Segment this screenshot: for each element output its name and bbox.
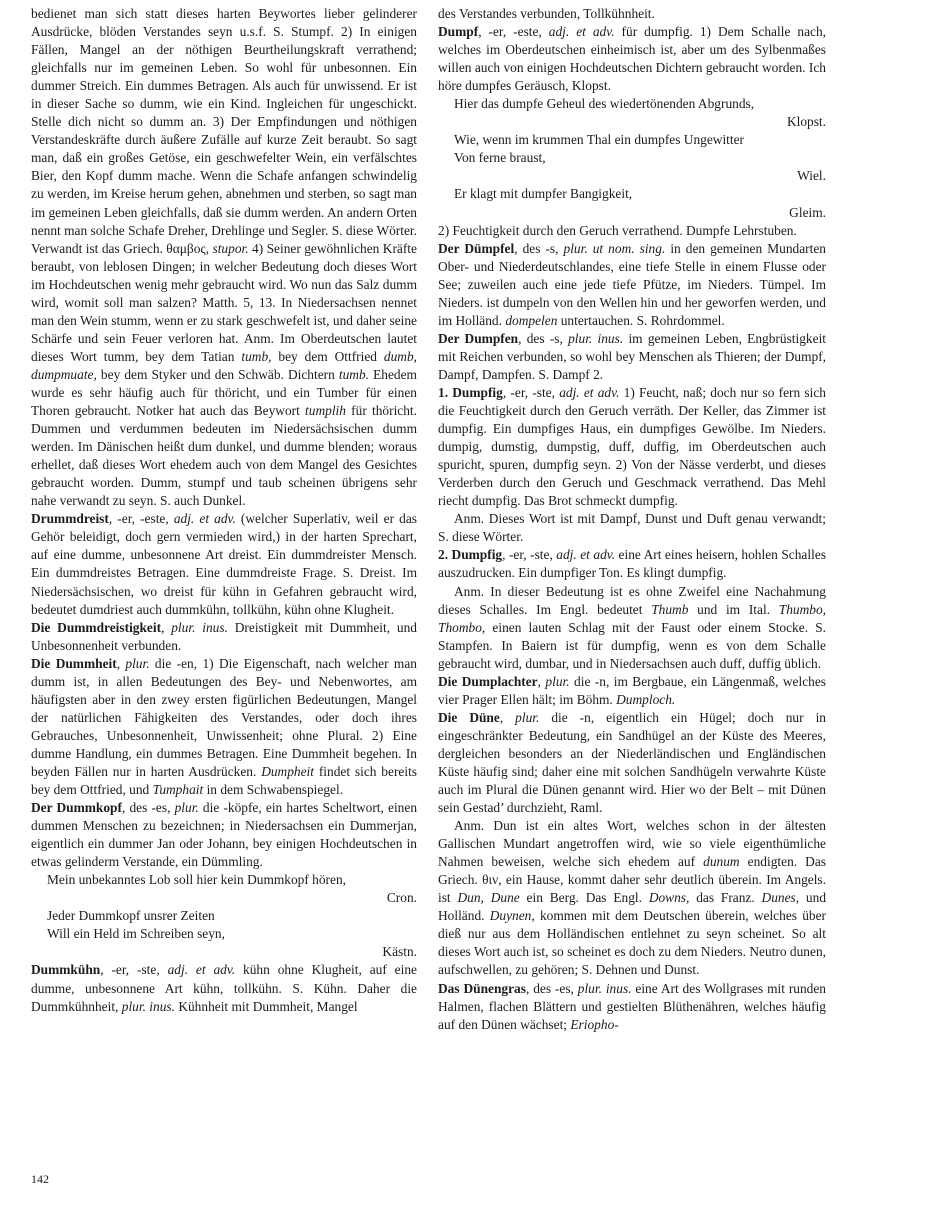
dictionary-entry xyxy=(438,222,826,240)
entry-text: , des -s, xyxy=(514,240,564,256)
entry-text: in den gemeinen Mundarten Ober- und Niederdeutschlandes, eine tiefe Stelle in einem Flusse oder See; zuweilen auch eine jede tiefe Pfütze, im Nieders. Tümpel. Im Nieders. ist dumpeln von den Wellen hin und her geworfen werden, und im Holländ. xyxy=(438,240,826,328)
entry-headword: Der Dummkopf xyxy=(31,800,122,816)
italic-term: Dumpheit xyxy=(261,763,314,779)
entry-headword: Dumpf xyxy=(438,24,479,40)
dictionary-entry xyxy=(438,709,826,817)
entry-text: die -n, eigentlich ein Hügel; doch nur in eingeschränkter Bedeutung, ein Sandhügel an der Küste des Meeres, dergleichen besonders an der Niederländischen und Engländischen Küste häufig sind; daher eine mit solchen Sandhügeln verwahrte Küste auch im Plural die Dünen genannt wird. Hier wo der Belt – mit Dünen sein Gestad’ durchzieht, Raml. xyxy=(438,709,826,816)
entry-text: , -er, -este, xyxy=(478,24,549,40)
italic-term: dunum xyxy=(703,854,740,870)
entry-headword: Der Dümpfel xyxy=(438,240,515,256)
entry-text: kommen mit dem Deutschen überein, welches über dieß nur aus dem Holländischen entlehnet zu seyn scheinet. So alt dieses Wort auch ist, so scheinet es doch zu dem Nieders. Neutro dunen, aufschwellen, zu gehören; S. Dehnen und Dunst. xyxy=(438,908,826,978)
italic-term: Eriopho- xyxy=(570,1016,619,1032)
entry-text: 2) Feuchtigkeit durch den Geruch verrathend. Dumpfe Lehrstuben. xyxy=(438,222,797,238)
italic-term: tumb, xyxy=(241,348,272,364)
entry-text: , -er, -ste, xyxy=(502,547,557,563)
verse-attribution: Cron. xyxy=(386,890,417,906)
entry-text: Anm. Dieses Wort ist mit Dampf, Dunst und Duft genau verwandt; S. diese Wörter. xyxy=(438,511,826,545)
italic-term: adj. et adv. xyxy=(559,384,620,400)
verse-attribution: Wiel. xyxy=(797,168,826,184)
italic-term: Dunes, xyxy=(761,890,800,906)
italic-term: tumb. xyxy=(338,366,370,382)
italic-term: tumplih xyxy=(305,403,346,419)
verse-line: Er klagt mit dumpfer Bangigkeit, xyxy=(454,186,633,202)
entry-text: ein Berg. Das Engl. xyxy=(519,890,649,906)
entry-text: findet sich bereits bey dem Ottfried, und xyxy=(31,763,417,798)
entry-text: Kühnheit mit Dummheit, Mangel xyxy=(174,998,358,1014)
italic-term: adj. et adv. xyxy=(173,511,236,527)
dictionary-entry xyxy=(438,240,826,330)
page-number: 142 xyxy=(31,1172,49,1186)
dictionary-entry xyxy=(31,961,417,1015)
italic-term: Dun, Dune xyxy=(457,890,520,906)
entry-headword: Dummkühn xyxy=(31,962,101,978)
italic-term: plur. xyxy=(174,800,199,816)
dictionary-entry xyxy=(438,546,826,582)
dictionary-entry xyxy=(31,799,417,871)
entry-headword: Der Dumpfen xyxy=(438,330,519,346)
italic-term: plur. inus. xyxy=(577,980,632,996)
italic-term: plur. inus. xyxy=(121,998,175,1014)
dictionary-entry xyxy=(31,655,417,799)
italic-term: plur. inus. xyxy=(568,330,624,346)
entry-text: , -er, -este, xyxy=(108,511,174,527)
verse-line: Von ferne braust, xyxy=(454,150,546,166)
entry-text: , des -es, xyxy=(525,980,578,996)
entry-text: bey dem Styker und den Schwäb. Dichtern xyxy=(96,366,339,382)
entry-text: 4) Seiner gewöhnlichen Kräfte beraubt, von leblosen Dingen; in welcher Bedeutung doch dieses Wort im Hochdeutschen wenig mehr gebraucht wird. Wo nun das Salz dumm wird, womit soll man salzen? Matth. 5, 13. In Niedersachsen nennet man den Wein stumm, wenn er zu stark geschwefelt ist, und daher seine Schärfe und sein Feuer verloren hat. Anm. Im Oberdeutschen lautet dieses Wort tumm, bey dem Tatian xyxy=(31,240,417,364)
entry-text: , xyxy=(116,655,126,671)
verse-attribution: Gleim. xyxy=(789,204,826,220)
entry-headword: 1. Dumpfig xyxy=(438,384,503,400)
dictionary-entry xyxy=(31,619,417,655)
verse-line: Wie, wenn im krummen Thal ein dumpfes Ungewitter xyxy=(454,132,745,148)
entry-text: in dem Schwabenspiegel. xyxy=(203,782,344,798)
entry-text: einen lauten Schlag mit der Faust oder einem Stocke. S. Stampfen. In Baiern ist für dumpfig, wenn es von dem Schalle gebraucht wird, dumbar, und in Niedersachsen auch duff, duffig üblich. xyxy=(438,619,826,671)
verse-line: Will ein Held im Schreiben seyn, xyxy=(47,926,225,942)
italic-term: Duynen, xyxy=(489,908,535,924)
verse-attribution: Kästn. xyxy=(382,944,417,960)
italic-term: plur. xyxy=(125,655,150,671)
italic-term: Tumphait xyxy=(152,782,204,798)
entry-text: eine Art eines heisern, hohlen Schalles auszudrucken. Ein dumpfiger Ton. Es klingt dumpfig. xyxy=(438,547,826,581)
verse-line: Jeder Dummkopf unsrer Zeiten xyxy=(47,908,215,924)
entry-text: Anm. In dieser Bedeutung ist es ohne Zweifel eine Nachahmung dieses Schalles. Im Engl. bedeutet xyxy=(438,583,826,617)
italic-term: plur. xyxy=(515,709,540,725)
entry-text: und im Ital. xyxy=(688,601,779,617)
entry-headword: Die Dummdreistigkeit xyxy=(31,619,162,635)
entry-headword: Die Dummheit xyxy=(31,655,117,671)
entry-text: , xyxy=(161,619,172,635)
entry-text: bedienet man sich statt dieses harten Beywortes lieber gelinderer Ausdrücke, blöden Verstandes seyn u.s.f. S. Stumpf. 2) In einigen Fällen, Mangel an der nöthigen Beurtheilungskraft verrathend; gleichfalls nur im gemeinen Leben. So wohl für unbesonnen. Ein dummer Streich. Ein dummes Betragen. Als auch für unwissend. Er ist in dieser Sache so dumm, wie ein Kind. Ingleichen für ungeschickt. Stelle dich nicht so dumm an. 3) Der Empfindungen und nöthigen Verstandeskräfte durch äußere Zufälle auf kurze Zeit beraubt. So sagt man, daß ein großes Getöse, ein geschwefelter Wein, ein verfälschtes Bier, den Kopf dumm mache. Wenn die Schafe anfangen schwindelig zu werden, im Kreise herum gehen, abnehmen und sterben, so sagt man im gemeinen Leben gleichfalls, daß sie dumm werden. An andern Orten nennt man solche Schafe Dreher, Drehlinge und Segler. S. diese Wörter. Verwandt ist das Griech. θαμβος, xyxy=(31,6,417,256)
entry-text: , -er, -ste, xyxy=(502,384,560,400)
entry-headword: Die Düne xyxy=(438,709,500,725)
entry-text: , xyxy=(537,673,546,689)
entry-text: die -n, im Bergbaue, ein Längenmaß, welches vier Prager Ellen hält; im Böhm. xyxy=(438,673,827,707)
dictionary-entry xyxy=(438,980,826,1034)
dictionary-entry xyxy=(438,673,826,709)
italic-term: Dumploch. xyxy=(616,691,676,707)
dictionary-entry xyxy=(438,510,826,546)
entry-text: Dreistigkeit mit Dummheit, und Unbesonnenheit verbunden. xyxy=(31,619,418,653)
entry-text: , des -s, xyxy=(518,330,569,346)
entry-text: und Holländ. xyxy=(438,890,827,924)
entry-text: (welcher Superlativ, weil er das Gehör beleidigt, doch gern vermieden wird,) in der harten Sprechart, auf eine dumme, unbesonnene Art dreist. Ein dummdreister Mensch. Ein dummdreistes Betragen. Eine dummdreiste Frage. S. Dreist. Im Niedersächsischen, wo dreist für kühn in Gefahren gebraucht wird, bedeutet dumdriest auch dummkühn, tollkühn, kühn ohne Klugheit. xyxy=(31,511,417,617)
entry-text: die -köpfe, ein hartes Scheltwort, einen dummen Menschen zu bezeichnen; in Niedersachsen ein Dummerjan, eigentlich ein dummer Jan oder Johann, bey einigen Hochdeutschen in etwas gelinderm Verstande, ein Dümmling. xyxy=(31,800,418,870)
dictionary-entry xyxy=(31,510,417,618)
italic-term: Thumbo, Thombo, xyxy=(438,601,826,635)
entry-text: eine Art des Wollgrases mit runden Halmen, flachen Blättern und gestielten Blüthenähren, welches häufig auf den Dünen wächset; xyxy=(438,980,826,1032)
entry-text: für thöricht. Dummen und verdummen bedeuten im Niedersächsischen dumm werden. Im Dänischen heißt dum dunkel, und dumme blenden; woraus erhellet, daß dieses Wort ehedem auch von dem Mangel des Gesichtes gebraucht worden. Dumm, stumpf und taub scheinen übrigens sehr nahe verwandt zu seyn. S. auch Dunkel. xyxy=(31,403,417,509)
italic-term: stupor. xyxy=(212,240,249,256)
verse-line: Mein unbekanntes Lob soll hier kein Dummkopf hören, xyxy=(47,872,347,888)
italic-term: plur. ut nom. sing. xyxy=(563,240,666,256)
italic-term: adj. et adv. xyxy=(548,24,615,40)
entry-headword: Die Dumplachter xyxy=(438,673,538,689)
entry-text: , des -es, xyxy=(121,800,175,816)
entry-text: 1) Feucht, naß; doch nur so fern sich die Feuchtigkeit durch den Geruch verräth. Der Keller, das Zimmer ist dumpfig. Ein dumpfiges Haus, ein dumpfiges Gewölbe. Im Nieders. dumpig, dumstig, dumpstig, duff, duffig, im Oberdeutschen auch spuricht, spuren, dumpfig seyn. 2) Von der Nässe verderbt, und dieses Verderben durch den Geruch und Geschmack verrathend. Das Mehl riecht dumpfig. Das Brot schmeckt dumpfig. xyxy=(438,384,826,509)
dictionary-entry xyxy=(31,5,417,510)
entry-headword: 2. Dumpfig xyxy=(438,547,503,563)
entry-text: des Verstandes verbunden, Tollkühnheit. xyxy=(438,6,655,21)
dictionary-entry xyxy=(438,5,826,23)
entry-text: endigten. Das Griech. θιν, ein Hause, kommt daher sehr deutlich überein. Im Angels. ist xyxy=(438,854,826,906)
right-column xyxy=(438,5,826,1034)
entry-text: bey dem Ottfried xyxy=(271,348,384,364)
entry-text: Ehedem wurde es sehr häufig auch für thöricht, und ein Tumber für einen Thoren gebraucht. Notker hat auch das Beywort xyxy=(31,366,417,419)
entry-text: für dumpfig. 1) Dem Schalle nach, welches im Oberdeutschen einheimisch ist, aber um des Sylbenmaßes willen auch von einigen Hochdeutschen Dichtern gebraucht worden. Ich höre dumpfes Geräusch, Klopst. xyxy=(438,24,826,94)
entry-text: Anm. Dun ist ein altes Wort, welches schon in der ältesten Gallischen Mundart angetroffen wird, wie so viele eigenthümliche Nahmen beweisen, welche sich ehedem auf xyxy=(438,818,826,870)
dictionary-entry xyxy=(438,23,826,95)
italic-term: adj. et adv. xyxy=(556,547,616,563)
entry-text: , xyxy=(499,709,516,725)
dictionary-entry xyxy=(438,583,826,673)
verse-line: Hier das dumpfe Geheul des wiedertönenden Abgrunds, xyxy=(454,96,755,112)
entry-headword: Das Dünengras xyxy=(438,980,526,996)
left-column xyxy=(31,5,417,1016)
italic-term: dumb, dumpmuate, xyxy=(31,348,417,382)
entry-text: , -er, -ste, xyxy=(100,962,168,978)
italic-term: plur. inus. xyxy=(171,619,228,635)
entry-text: das Franz. xyxy=(689,890,762,906)
dictionary-entry xyxy=(438,817,826,979)
italic-term: Downs, xyxy=(648,890,690,906)
entry-text: kühn ohne Klugheit, auf eine dumme, unbesonnene Art kühn, tollkühn. S. Kühn. Daher die Dummkühnheit, xyxy=(31,962,417,1014)
entry-headword: Drummdreist xyxy=(31,511,109,527)
italic-term: adj. et adv. xyxy=(167,962,236,978)
italic-term: dompelen xyxy=(505,312,558,328)
dictionary-entry xyxy=(438,330,826,384)
dictionary-entry xyxy=(438,384,826,510)
italic-term: Thumb xyxy=(651,601,689,617)
verse-attribution: Klopst. xyxy=(786,114,826,130)
italic-term: plur. xyxy=(545,673,570,689)
entry-text: im gemeinen Leben, Engbrüstigkeit mit Reichen verbunden, so wohl bey Menschen als Thieren; der Dumpf, Dampf, Dampfen. S. Dampf 2. xyxy=(438,330,827,382)
entry-text: untertauchen. S. Rohrdommel. xyxy=(557,312,725,328)
entry-text: die -en, 1) Die Eigenschaft, nach welcher man dumm ist, in allen Bedeutungen des Bey- und Nebenwortes, am häufigsten aber in den zwey ersten figürlichen Bedeutungen, Mangel der natürlichen Fähigkeiten des Verstandes, oder doch ihres Gebrauches, Unbesonnenheit, Unwissenheit; ohne Plural. 2) Eine dumme Handlung, ein dummes Betragen. Eine Dummheit begehen. In beyden Fällen nur in harten Ausdrücken. xyxy=(31,655,417,779)
